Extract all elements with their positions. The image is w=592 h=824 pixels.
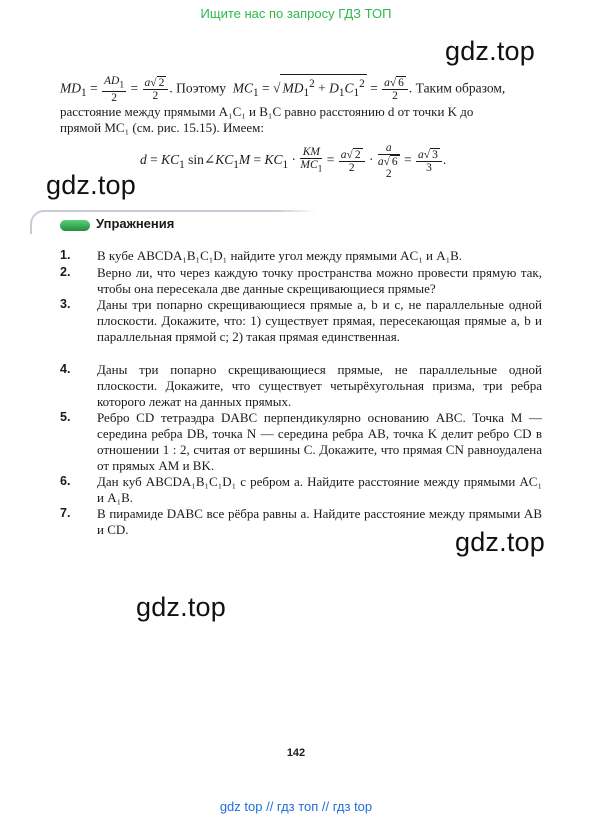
exercise-item xyxy=(60,474,542,506)
exercise-text: Дан куб ABCDA₁B₁C₁D₁ с ребром a. Найдите расстояние между прямыми AC₁ и A₁B. xyxy=(97,474,542,505)
top-banner[interactable]: Ищите нас по запросу ГДЗ ТОП xyxy=(200,6,392,21)
watermark: gdz.top xyxy=(455,527,545,557)
section-marker-icon xyxy=(60,220,90,231)
exercise-item xyxy=(60,362,542,410)
watermark: gdz.top xyxy=(46,170,136,200)
exercise-text: В кубе ABCDA₁B₁C₁D₁ найдите угол между прямыми AC₁ и A₁B. xyxy=(97,248,463,263)
exercise-text: В пирамиде DABC все рёбра равны a. Найдите расстояние между прямыми AB и CD. xyxy=(97,506,542,537)
intro-line-3: прямой MC₁ (см. рис. 15.15). Имеем: xyxy=(60,119,265,135)
exercise-item xyxy=(60,297,542,345)
exercise-item xyxy=(60,506,542,538)
exercise-item xyxy=(60,410,542,474)
intro-line-2: расстояние между прямыми A₁C₁ и B₁C равно расстоянию d от точки K до xyxy=(60,104,474,119)
exercise-number: 2. xyxy=(60,265,71,279)
exercise-number: 6. xyxy=(60,474,71,488)
exercise-text: Верно ли, что через каждую точку пространства можно провести прямую так, чтобы она пересекала две данные скрещивающиеся прямые? xyxy=(97,265,542,296)
exercise-number: 7. xyxy=(60,506,71,520)
exercise-text: Даны три попарно скрещивающиеся прямые a, b и c, не параллельные одной плоскости. Докажите, что: 1) существует прямая, пересекающая прямые a, b и параллельная прямой c; 2) такая прямая единственная. xyxy=(97,297,542,344)
exercises-header xyxy=(30,210,277,234)
intro-text xyxy=(60,104,540,135)
exercise-text: Даны три попарно скрещивающиеся прямые, не параллельные одной плоскости. Докажите, что существует четырёхугольная призма, три ребра которого лежат на данных прямых. xyxy=(97,362,542,409)
exercise-number: 5. xyxy=(60,410,71,424)
section-title: Упражнения xyxy=(96,216,175,231)
watermark: gdz.top xyxy=(445,36,535,66)
exercise-number: 3. xyxy=(60,297,71,311)
page-number: 142 xyxy=(286,747,306,759)
exercise-item xyxy=(60,265,542,297)
exercise-number: 4. xyxy=(60,362,71,376)
exercise-text: Ребро CD тетраэдра DABC перпендикулярно основанию ABC. Точка M — середина ребра DB, точка N — середина ребра AB, точка K делит ребро CD в отношении 1 : 2, считая от вершины C. Докажите, что прямая CN равноудалена от прямых AM и BK. xyxy=(97,410,542,473)
exercise-number: 1. xyxy=(60,248,71,262)
footer-links[interactable]: gdz top // гдз топ // гдз top xyxy=(219,799,373,814)
formula-distance: $d = KC_1$ $\sin\angle KC_1M = KC_1$ · $\frac{KM}{MC_1}$ = $\frac{a√ 2}{2}$ · a a√ 6 2 = $\frac{a√ 3}{3}$ . xyxy=(140,142,447,180)
exercise-item xyxy=(60,248,542,264)
watermark: gdz.top xyxy=(136,592,226,622)
formula-md1: $MD_1$ = $\frac{AD_1}{2}$ = $\frac{a√ 2}{2}$ . Поэтому $MC_1$ = √ $MD_1^2 + D_1C_1^2$ = $\frac{a√ 6}{2}$ . Таким образом, xyxy=(60,74,506,105)
